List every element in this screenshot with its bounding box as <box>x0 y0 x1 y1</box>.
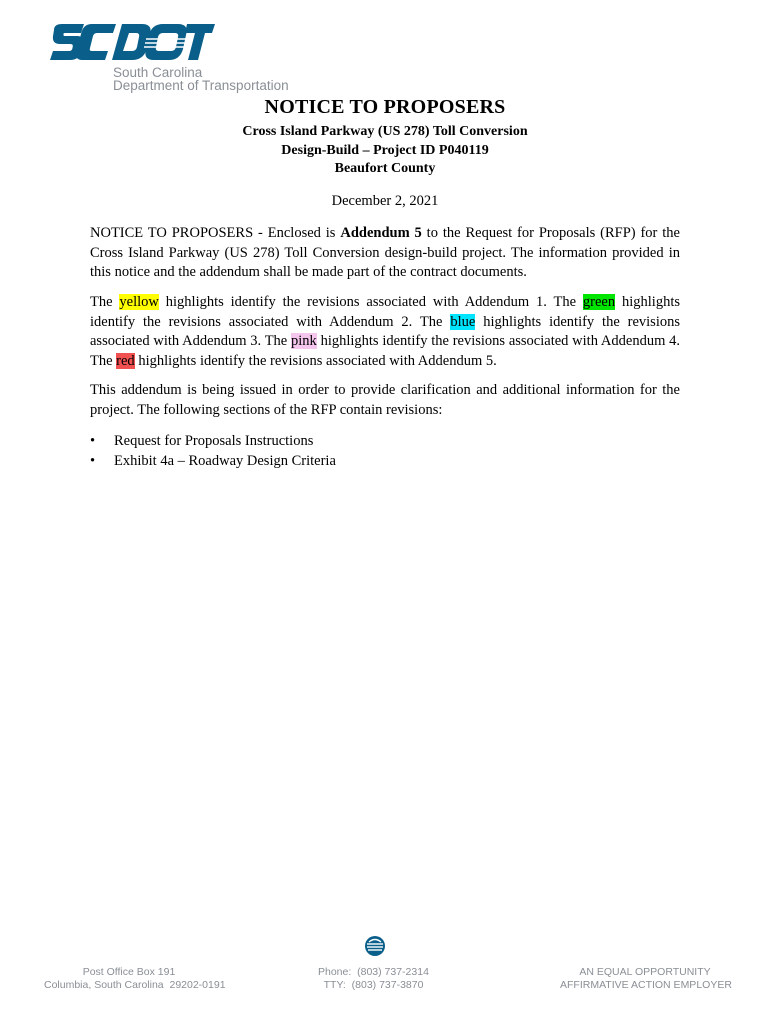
hl-text-1: The <box>90 294 120 310</box>
hl-text-4: highlights identify the revisions associated with Addendum 3. The <box>90 313 680 349</box>
scdot-logo <box>50 22 320 94</box>
list-item <box>90 451 336 471</box>
footer-eeo-line-2: AFFIRMATIVE ACTION EMPLOYER <box>560 979 732 991</box>
scdot-emblem-icon <box>364 935 386 957</box>
footer-eeo-line-1: AN EQUAL OPPORTUNITY <box>579 966 711 978</box>
footer-address-line-1: Post Office Box 191 <box>82 966 176 978</box>
hl-text-6: highlights identify the revisions associated with Addendum 5. <box>134 352 497 369</box>
footer-phone <box>318 966 448 992</box>
highlight-blue: blue <box>450 313 476 330</box>
list-item <box>90 431 336 451</box>
project-heading-1: Cross Island Parkway (US 278) Toll Conversion <box>242 124 528 139</box>
logo-line-department: Department of Transportation <box>113 78 289 93</box>
scdot-wordmark-icon <box>50 22 215 66</box>
highlight-green: green <box>582 294 616 310</box>
hl-text-3: highlights identify the revisions associated with Addendum 2. The <box>90 294 681 330</box>
highlight-yellow: yellow <box>119 294 159 310</box>
project-heading-2: Design-Build – Project ID P040119 <box>281 143 489 158</box>
paragraph-purpose: This addendum is being issued in order to provide clarification and additional information for the project. The following sections of the RFP contain revisions: <box>90 382 680 418</box>
footer-address <box>44 966 226 992</box>
paragraph-intro <box>90 224 680 283</box>
intro-text-1: NOTICE TO PROPOSERS - Enclosed is <box>90 225 341 241</box>
highlight-pink: pink <box>291 333 317 349</box>
addendum-number: Addendum 5 <box>340 225 422 241</box>
page-title: NOTICE TO PROPOSERS <box>264 96 506 118</box>
notice-date: December 2, 2021 <box>331 193 439 209</box>
bullet-icon: • <box>90 453 96 469</box>
list-item-text: Exhibit 4a – Roadway Design Criteria <box>114 453 336 469</box>
footer-tty-line: TTY: (803) 737-3870 <box>318 979 424 991</box>
highlight-red: red <box>116 352 135 369</box>
footer-address-line-2: Columbia, South Carolina 29202-0191 <box>44 979 226 991</box>
hl-text-5: highlights identify the revisions associated with Addendum 4. The <box>90 333 681 369</box>
footer-eeo <box>560 966 730 992</box>
project-heading-3: Beaufort County <box>334 161 436 176</box>
footer-phone-line: Phone: (803) 737-2314 <box>318 966 429 978</box>
paragraph-highlights <box>90 293 680 371</box>
hl-text-2: highlights identify the revisions associated with Addendum 1. The <box>158 294 583 310</box>
bullet-icon: • <box>90 433 96 449</box>
logo-line-south-carolina: South Carolina <box>113 65 203 80</box>
intro-text-2: to the Request for Proposals (RFP) for the Cross Island Parkway (US 278) Toll Conversion design-build project. The information provided in this notice and the addendum shall be made part of the contract documents. <box>90 225 680 280</box>
list-item-text: Request for Proposals Instructions <box>114 433 314 449</box>
revision-list <box>90 431 336 471</box>
